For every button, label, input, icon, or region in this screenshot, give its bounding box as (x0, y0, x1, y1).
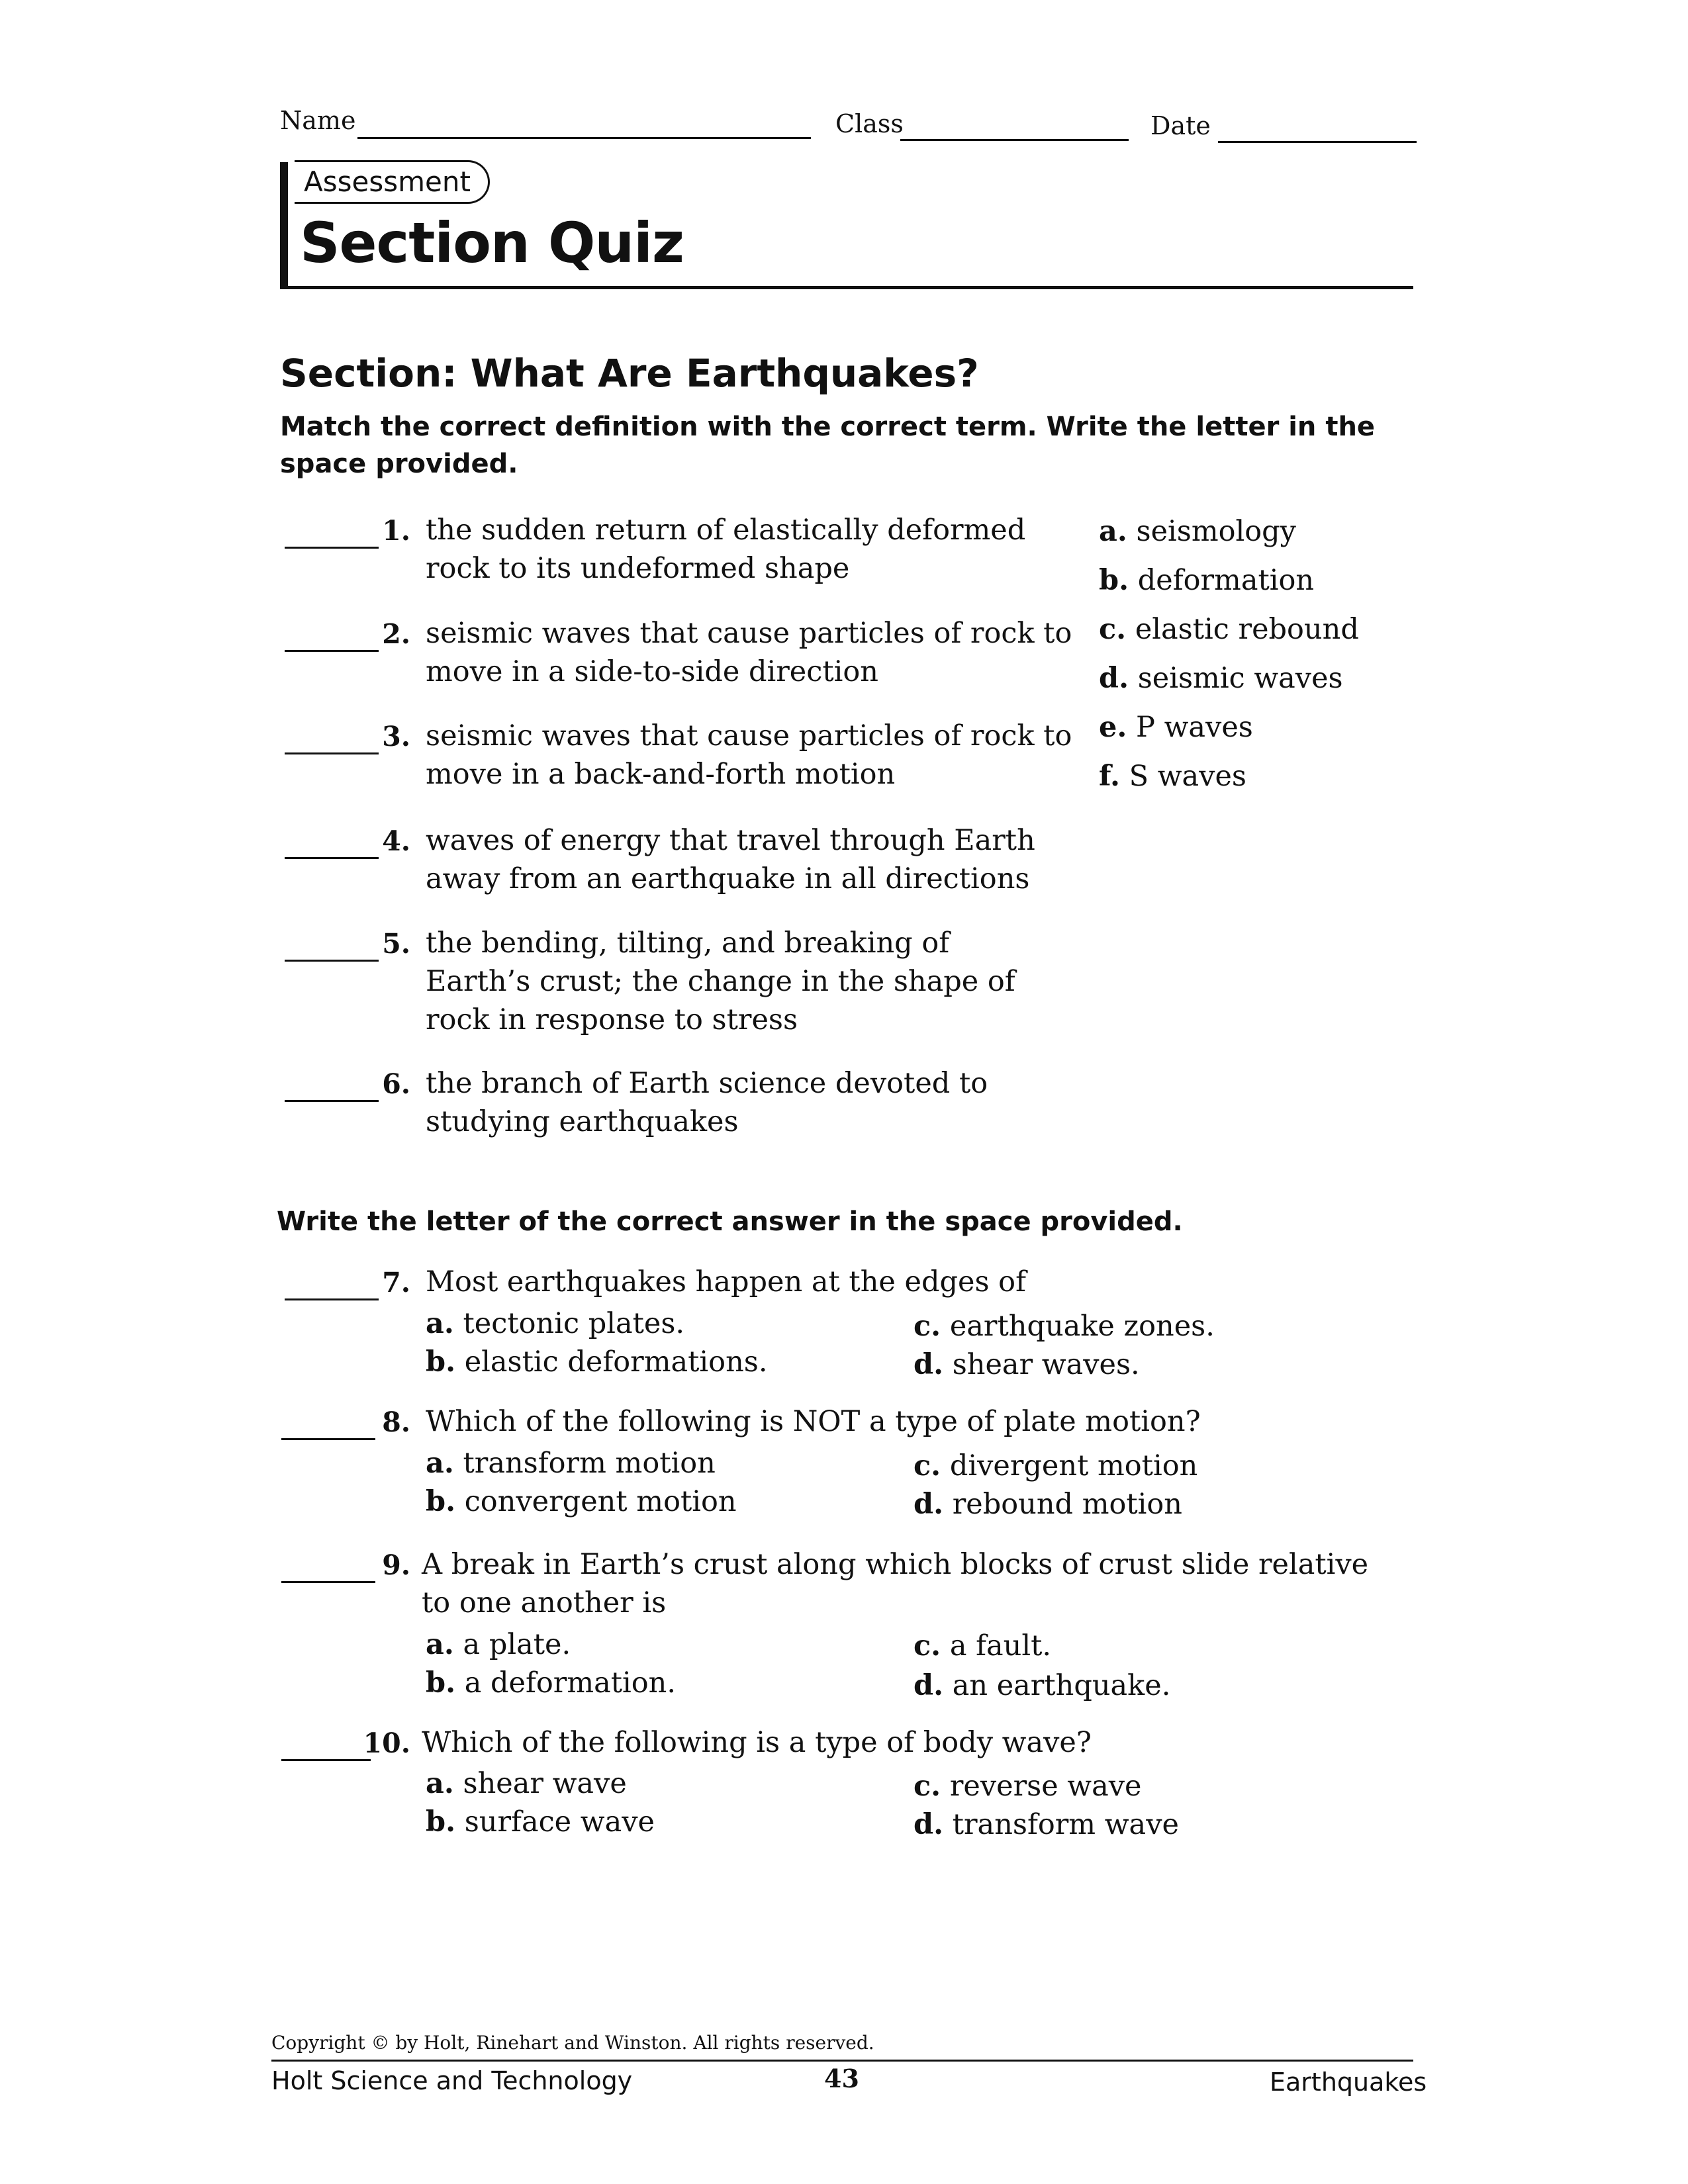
term-letter: f. (1099, 760, 1120, 793)
option-text: an earthquake. (952, 1669, 1171, 1702)
answer-blank[interactable] (281, 1581, 375, 1583)
option-d[interactable] (914, 1669, 1170, 1702)
option-letter: d. (914, 1348, 944, 1381)
option-text: reverse wave (949, 1770, 1142, 1803)
option-a[interactable] (426, 1767, 627, 1800)
answer-blank[interactable] (285, 857, 379, 859)
answer-blank[interactable] (285, 752, 379, 754)
page-title: Section Quiz (300, 210, 684, 275)
question-text: Most earthquakes happen at the edges of (426, 1265, 1026, 1298)
option-letter: c. (914, 1449, 941, 1482)
option-text: transform motion (463, 1447, 716, 1480)
option-letter: a. (426, 1767, 454, 1800)
name-field[interactable] (357, 137, 811, 139)
question-number: 6. (382, 1068, 410, 1100)
option-letter: a. (426, 1628, 454, 1661)
question-number: 7. (382, 1267, 410, 1298)
term-item (1099, 515, 1296, 548)
chapter-name: Earthquakes (1270, 2068, 1427, 2097)
question-number: 5. (382, 928, 410, 960)
option-letter: a. (426, 1447, 454, 1480)
option-letter: c. (914, 1310, 941, 1343)
question-text: A break in Earth’s crust along which blocks of crust slide relative to one another is (422, 1548, 1369, 1619)
term-letter: e. (1099, 711, 1127, 744)
option-letter: b. (426, 1666, 456, 1700)
term-item (1099, 662, 1343, 695)
option-text: convergent motion (464, 1485, 737, 1518)
option-letter: c. (914, 1629, 941, 1662)
mc-instructions: Write the letter of the correct answer in the space provided. (277, 1206, 1183, 1237)
question-number: 9. (382, 1549, 410, 1581)
term-item (1099, 564, 1314, 597)
term-item (1099, 760, 1246, 793)
option-text: shear waves. (952, 1348, 1140, 1381)
term-letter: d. (1099, 662, 1129, 695)
option-text: earthquake zones. (949, 1310, 1215, 1343)
matching-instructions: Match the correct definition with the correct term. Write the letter in the space provided. (280, 412, 1376, 479)
option-letter: c. (914, 1770, 941, 1803)
option-text: shear wave (463, 1767, 627, 1800)
option-a[interactable] (426, 1307, 684, 1340)
section-title: Section: What Are Earthquakes? (280, 351, 979, 396)
option-letter: d. (914, 1488, 944, 1521)
term-text: deformation (1137, 564, 1315, 597)
question-number: 2. (382, 618, 410, 650)
name-label: Name (280, 106, 356, 135)
answer-blank[interactable] (285, 960, 379, 962)
option-letter: b. (426, 1345, 456, 1379)
option-c[interactable] (914, 1310, 1215, 1343)
option-letter: d. (914, 1808, 944, 1841)
question-number: 4. (382, 825, 410, 857)
term-letter: a. (1099, 515, 1127, 548)
term-text: seismology (1136, 515, 1296, 548)
option-b[interactable] (426, 1805, 655, 1839)
publisher: Holt Science and Technology (271, 2066, 633, 2095)
question-text: the bending, tilting, and breaking of Earth’s crust; the change in the shape of rock in response to stress (426, 927, 1015, 1036)
answer-blank[interactable] (281, 1438, 375, 1440)
option-letter: a. (426, 1307, 454, 1340)
class-label: Class (835, 109, 904, 138)
option-text: elastic deformations. (464, 1345, 768, 1379)
option-text: rebound motion (952, 1488, 1182, 1521)
class-field[interactable] (900, 139, 1129, 141)
question-text: Which of the following is a type of body wave? (422, 1726, 1092, 1759)
option-letter: d. (914, 1669, 944, 1702)
option-text: surface wave (464, 1805, 655, 1839)
question-number: 10. (363, 1727, 410, 1759)
question-text: seismic waves that cause particles of rock to move in a back-and-forth motion (426, 719, 1072, 791)
option-text: transform wave (952, 1808, 1179, 1841)
term-text: elastic rebound (1135, 613, 1359, 646)
option-c[interactable] (914, 1629, 1051, 1662)
option-c[interactable] (914, 1449, 1197, 1482)
option-d[interactable] (914, 1808, 1179, 1841)
option-text: tectonic plates. (463, 1307, 685, 1340)
title-rule (280, 286, 1413, 289)
answer-blank[interactable] (285, 1100, 379, 1102)
option-d[interactable] (914, 1348, 1140, 1381)
page-number: 43 (824, 2064, 859, 2093)
option-c[interactable] (914, 1770, 1142, 1803)
answer-blank[interactable] (281, 1759, 371, 1761)
date-label: Date (1150, 111, 1211, 140)
option-a[interactable] (426, 1447, 716, 1480)
answer-blank[interactable] (285, 547, 379, 549)
question-number: 8. (382, 1406, 410, 1438)
answer-blank[interactable] (285, 1298, 379, 1300)
question-text: seismic waves that cause particles of rock to move in a side-to-side direction (426, 617, 1072, 688)
term-item (1099, 711, 1253, 744)
date-field[interactable] (1218, 141, 1417, 143)
option-b[interactable] (426, 1485, 737, 1518)
banner-bar (280, 162, 288, 287)
term-text: S waves (1129, 760, 1246, 793)
question-text: the branch of Earth science devoted to studying earthquakes (426, 1067, 988, 1138)
term-item (1099, 613, 1359, 646)
option-b[interactable] (426, 1345, 768, 1379)
question-text: the sudden return of elastically deformed rock to its undeformed shape (426, 514, 1026, 585)
term-text: P waves (1136, 711, 1253, 744)
option-text: a deformation. (464, 1666, 677, 1700)
copyright: Copyright © by Holt, Rinehart and Winston. All rights reserved. (271, 2032, 874, 2054)
option-d[interactable] (914, 1488, 1182, 1521)
question-text: waves of energy that travel through Earth away from an earthquake in all directions (426, 824, 1035, 895)
answer-blank[interactable] (285, 650, 379, 652)
question-number: 1. (382, 515, 410, 547)
option-letter: b. (426, 1485, 456, 1518)
option-text: a plate. (463, 1628, 571, 1661)
term-letter: b. (1099, 564, 1129, 597)
option-letter: b. (426, 1805, 456, 1839)
option-text: a fault. (949, 1629, 1052, 1662)
option-a[interactable] (426, 1628, 571, 1661)
assessment-tag: Assessment (295, 160, 490, 204)
term-letter: c. (1099, 613, 1127, 646)
question-number: 3. (382, 721, 410, 752)
option-b[interactable] (426, 1666, 676, 1700)
option-text: divergent motion (949, 1449, 1198, 1482)
term-text: seismic waves (1137, 662, 1343, 695)
footer-rule (271, 2060, 1413, 2062)
question-text: Which of the following is NOT a type of plate motion? (426, 1405, 1201, 1438)
